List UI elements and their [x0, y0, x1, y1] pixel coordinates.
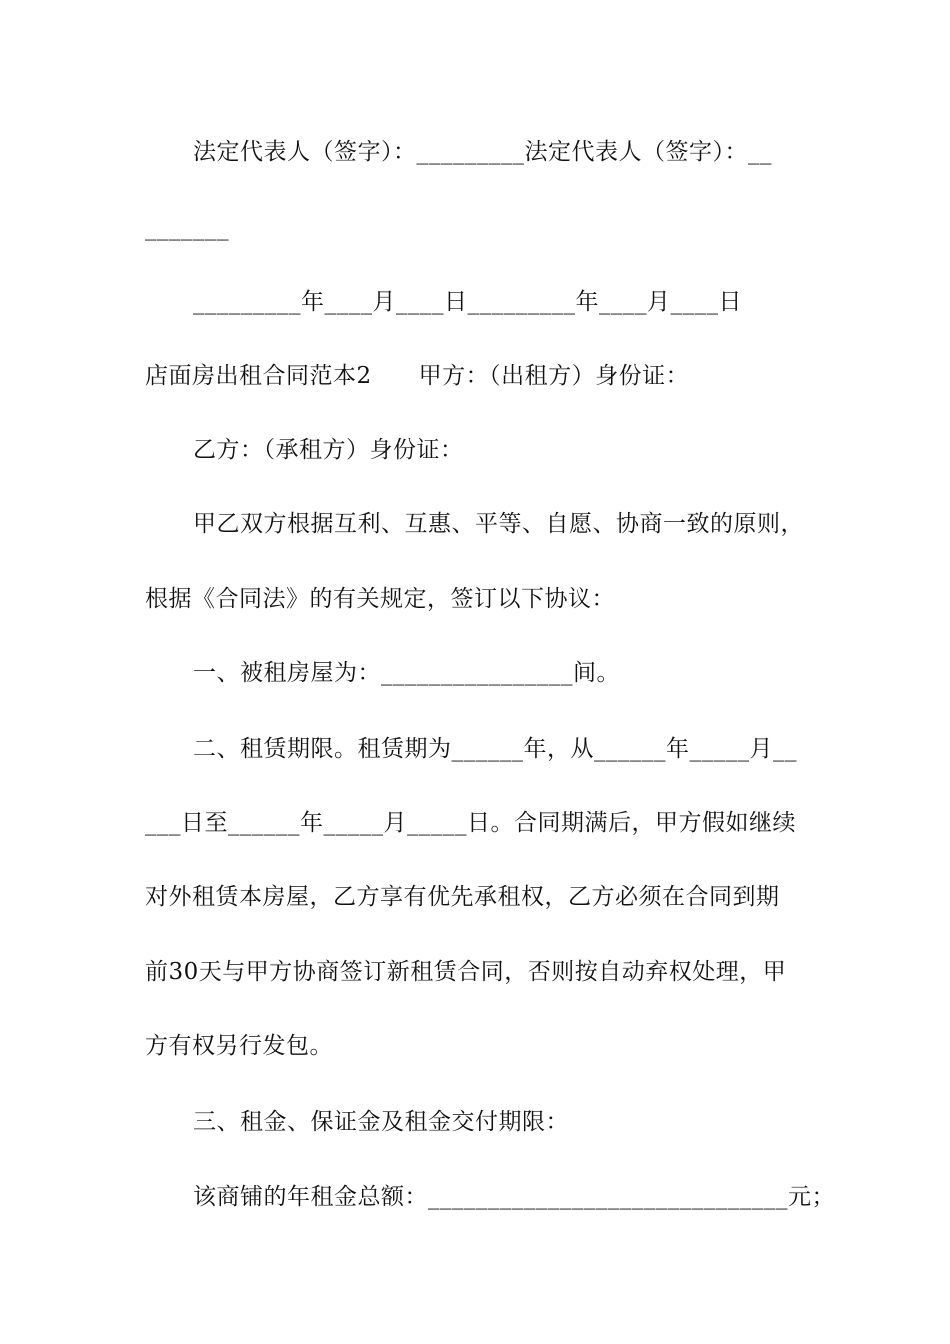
preamble-line: 甲乙双方根据互利、互惠、平等、自愿、协商一致的原则，	[193, 511, 804, 537]
clause-3-line: 三、租金、保证金及租金交付期限：	[193, 1109, 569, 1135]
clause-2-line: 二、租赁期限。租赁期为______年，从______年_____月__	[193, 736, 797, 762]
clause-2-line-4: 前30天与甲方协商签订新租赁合同，否则按自动弃权处理，甲	[145, 959, 787, 985]
preamble-line-continued: 根据《合同法》的有关规定，签订以下协议：	[145, 586, 615, 612]
annual-rent-line: 该商铺的年租金总额：______________________________元；	[193, 1184, 835, 1210]
party-b-line: 乙方：（承租方）身份证：	[193, 437, 464, 463]
contract-title-line: 店面房出租合同范本2 甲方：（出租方）身份证：	[145, 363, 690, 389]
signature-line-continued: _______	[145, 215, 229, 241]
clause-2-line-2: ___日至______年_____月_____日。合同期满后，甲方假如继续	[145, 810, 796, 836]
date-line: _________年____月____日_________年____月____日	[193, 289, 742, 315]
clause-2-line-3: 对外租赁本房屋，乙方享有优先承租权，乙方必须在合同到期	[145, 884, 780, 910]
clause-1-line: 一、被租房屋为：________________间。	[193, 660, 620, 686]
signature-line: 法定代表人（签字）：_________法定代表人（签字）：__	[193, 139, 772, 165]
clause-2-line-5: 方有权另行发包。	[145, 1033, 333, 1059]
